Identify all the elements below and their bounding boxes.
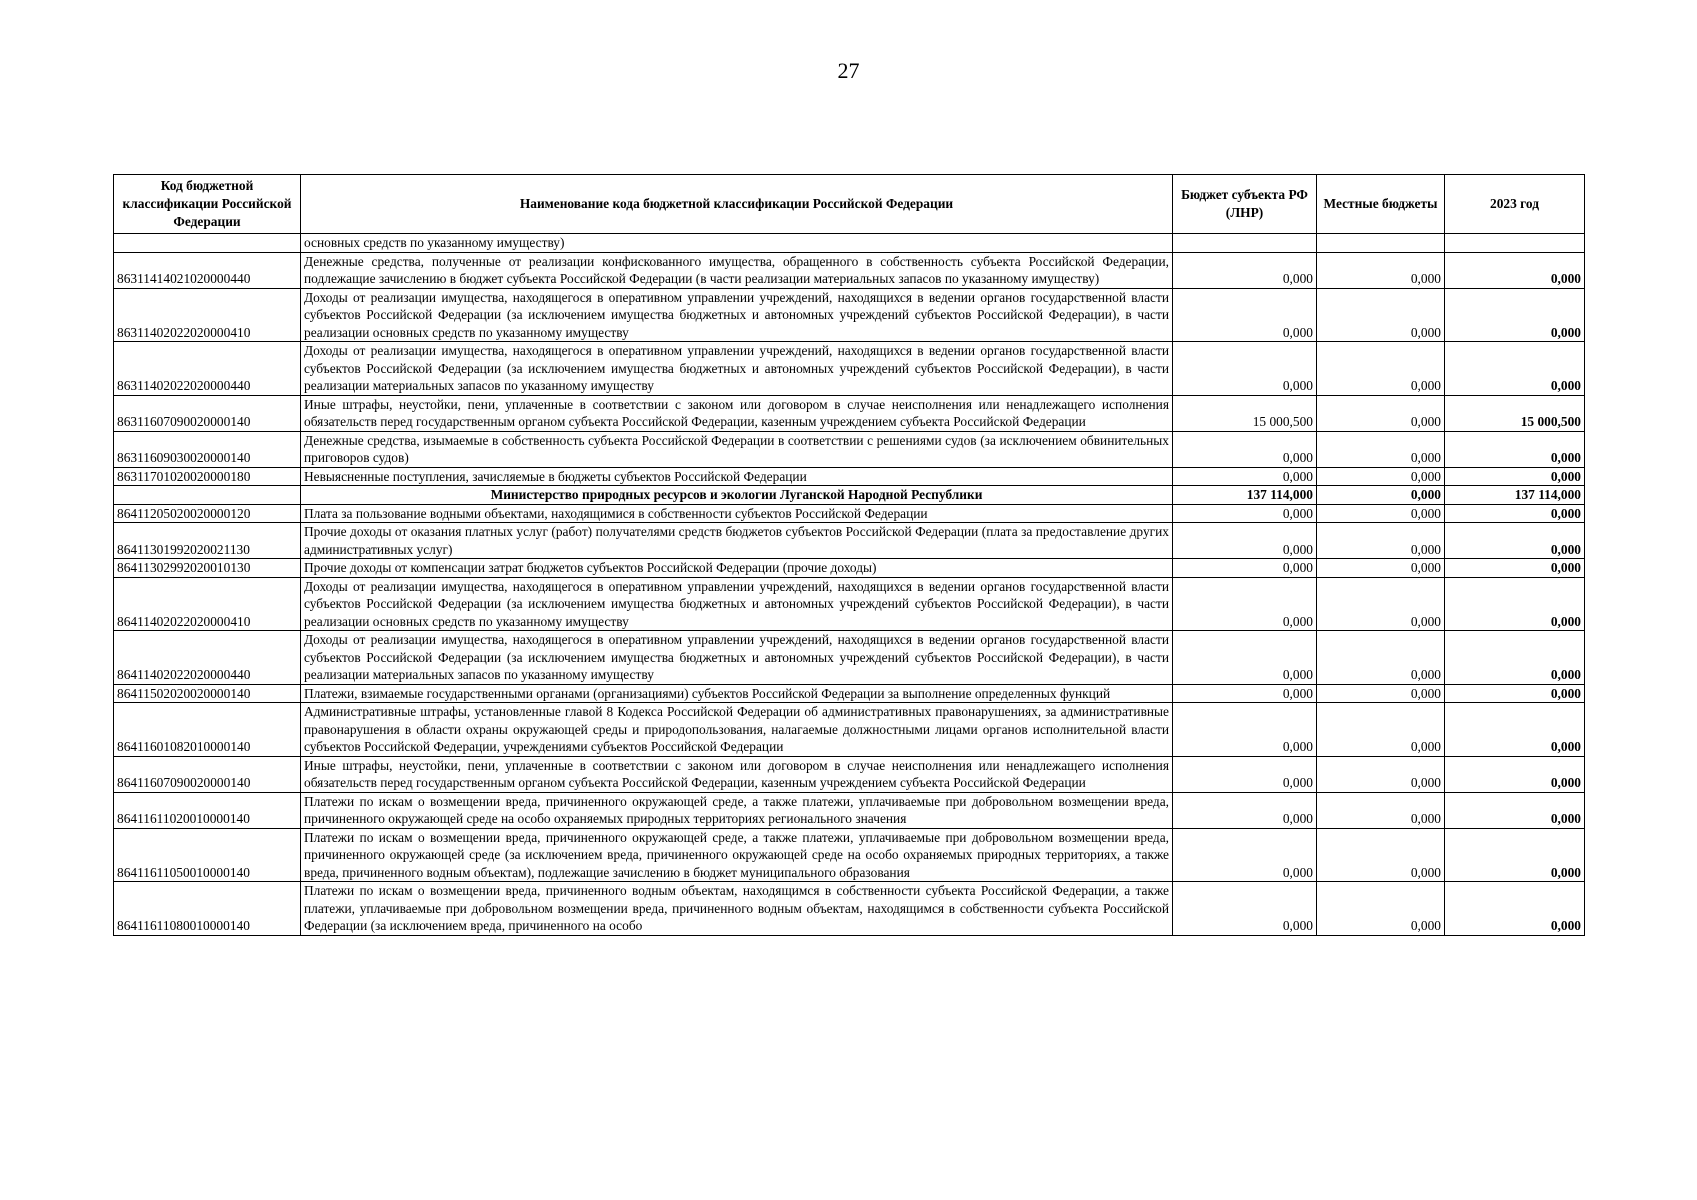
cell-name: Прочие доходы от оказания платных услуг (работ) получателями средств бюджетов субъектов Российской Федерации (плата за предоставление других административных услуг) xyxy=(301,523,1173,559)
cell-code: 86311414021020000440 xyxy=(114,252,301,288)
cell-name: основных средств по указанному имуществу) xyxy=(301,234,1173,253)
cell-name: Доходы от реализации имущества, находящегося в оперативном управлении учреждений, находящихся в ведении органов государственной власти субъектов Российской Федерации (за исключением имущества бюджетных и автономных учреждений субъектов Российской Федерации), в части реализации материальных запасов по указанному имуществу xyxy=(301,342,1173,396)
cell-regional-budget: 0,000 xyxy=(1173,631,1317,685)
cell-code: 86411402022020000410 xyxy=(114,577,301,631)
cell-local-budgets: 0,000 xyxy=(1317,288,1445,342)
table-row xyxy=(114,684,1585,703)
table-row xyxy=(114,828,1585,882)
cell-code: 86411302992020010130 xyxy=(114,559,301,578)
cell-local-budgets: 0,000 xyxy=(1317,684,1445,703)
cell-code: 86411611080010000140 xyxy=(114,882,301,936)
table-row xyxy=(114,234,1585,253)
cell-regional-budget: 0,000 xyxy=(1173,431,1317,467)
cell-name: Доходы от реализации имущества, находящегося в оперативном управлении учреждений, находящихся в ведении органов государственной власти субъектов Российской Федерации (за исключением имущества бюджетных и автономных учреждений субъектов Российской Федерации), в части реализации материальных запасов по указанному имуществу xyxy=(301,631,1173,685)
cell-year-2023: 0,000 xyxy=(1445,559,1585,578)
cell-name: Денежные средства, полученные от реализации конфискованного имущества, обращенного в собственность субъекта Российской Федерации, подлежащие зачислению в бюджет субъекта Российской Федерации (в части реализации материальных запасов по указанному имуществу) xyxy=(301,252,1173,288)
header-year-2023: 2023 год xyxy=(1445,175,1585,234)
cell-name: Невыясненные поступления, зачисляемые в бюджеты субъектов Российской Федерации xyxy=(301,467,1173,486)
cell-regional-budget: 0,000 xyxy=(1173,504,1317,523)
table-row xyxy=(114,288,1585,342)
cell-name: Платежи по искам о возмещении вреда, причиненного окружающей среде, а также платежи, уплачиваемые при добровольном возмещении вреда, причиненного окружающей среде (за исключением вреда, причиненного окружающей среде на особо охраняемых природных территориях, а также вреда, причиненного водным объектам), подлежащие зачислению в бюджет муниципального образования xyxy=(301,828,1173,882)
cell-name: Платежи, взимаемые государственными органами (организациями) субъектов Российской Федерации за выполнение определенных функций xyxy=(301,684,1173,703)
cell-regional-budget: 137 114,000 xyxy=(1173,486,1317,505)
cell-year-2023: 0,000 xyxy=(1445,467,1585,486)
cell-regional-budget: 0,000 xyxy=(1173,703,1317,757)
header-name: Наименование кода бюджетной классификации Российской Федерации xyxy=(301,175,1173,234)
cell-year-2023: 0,000 xyxy=(1445,684,1585,703)
cell-name: Административные штрафы, установленные главой 8 Кодекса Российской Федерации об административных правонарушениях, за административные правонарушения в области охраны окружающей среды и природопользования, налагаемые должностными лицами органов исполнительной власти субъектов Российской Федерации, учреждениями субъектов Российской Федерации xyxy=(301,703,1173,757)
header-code: Код бюджетной классификации Российской Федерации xyxy=(114,175,301,234)
cell-local-budgets: 0,000 xyxy=(1317,828,1445,882)
cell-local-budgets: 0,000 xyxy=(1317,431,1445,467)
cell-code xyxy=(114,234,301,253)
cell-local-budgets: 0,000 xyxy=(1317,504,1445,523)
cell-local-budgets xyxy=(1317,234,1445,253)
cell-regional-budget: 0,000 xyxy=(1173,342,1317,396)
cell-local-budgets: 0,000 xyxy=(1317,395,1445,431)
cell-year-2023: 0,000 xyxy=(1445,756,1585,792)
cell-code xyxy=(114,486,301,505)
cell-code: 86311701020020000180 xyxy=(114,467,301,486)
cell-code: 86311402022020000440 xyxy=(114,342,301,396)
cell-year-2023: 0,000 xyxy=(1445,577,1585,631)
cell-regional-budget: 0,000 xyxy=(1173,882,1317,936)
cell-year-2023 xyxy=(1445,234,1585,253)
cell-code: 86311607090020000140 xyxy=(114,395,301,431)
cell-year-2023: 0,000 xyxy=(1445,504,1585,523)
cell-regional-budget: 0,000 xyxy=(1173,756,1317,792)
cell-local-budgets: 0,000 xyxy=(1317,467,1445,486)
cell-year-2023: 0,000 xyxy=(1445,792,1585,828)
cell-year-2023: 0,000 xyxy=(1445,288,1585,342)
cell-regional-budget xyxy=(1173,234,1317,253)
cell-code: 86311609030020000140 xyxy=(114,431,301,467)
cell-local-budgets: 0,000 xyxy=(1317,523,1445,559)
cell-year-2023: 0,000 xyxy=(1445,703,1585,757)
cell-name: Иные штрафы, неустойки, пени, уплаченные в соответствии с законом или договором в случае неисполнения или ненадлежащего исполнения обязательств перед государственным органом субъекта Российской Федерации, казенным учреждением субъекта Российской Федерации xyxy=(301,395,1173,431)
cell-name: Министерство природных ресурсов и экологии Луганской Народной Республики xyxy=(301,486,1173,505)
cell-regional-budget: 0,000 xyxy=(1173,523,1317,559)
cell-year-2023: 0,000 xyxy=(1445,828,1585,882)
table-row xyxy=(114,792,1585,828)
table-row xyxy=(114,342,1585,396)
cell-year-2023: 15 000,500 xyxy=(1445,395,1585,431)
cell-local-budgets: 0,000 xyxy=(1317,486,1445,505)
table-row xyxy=(114,252,1585,288)
cell-local-budgets: 0,000 xyxy=(1317,631,1445,685)
table-row xyxy=(114,703,1585,757)
cell-name: Доходы от реализации имущества, находящегося в оперативном управлении учреждений, находящихся в ведении органов государственной власти субъектов Российской Федерации (за исключением имущества бюджетных и автономных учреждений субъектов Российской Федерации), в части реализации основных средств по указанному имуществу xyxy=(301,288,1173,342)
cell-year-2023: 0,000 xyxy=(1445,523,1585,559)
cell-regional-budget: 0,000 xyxy=(1173,684,1317,703)
cell-local-budgets: 0,000 xyxy=(1317,792,1445,828)
cell-year-2023: 0,000 xyxy=(1445,342,1585,396)
cell-code: 86411301992020021130 xyxy=(114,523,301,559)
cell-year-2023: 137 114,000 xyxy=(1445,486,1585,505)
table-header-row xyxy=(114,175,1585,234)
cell-code: 86411607090020000140 xyxy=(114,756,301,792)
cell-name: Доходы от реализации имущества, находящегося в оперативном управлении учреждений, находящихся в ведении органов государственной власти субъектов Российской Федерации (за исключением имущества бюджетных и автономных учреждений субъектов Российской Федерации), в части реализации основных средств по указанному имуществу xyxy=(301,577,1173,631)
cell-year-2023: 0,000 xyxy=(1445,631,1585,685)
cell-regional-budget: 15 000,500 xyxy=(1173,395,1317,431)
cell-year-2023: 0,000 xyxy=(1445,252,1585,288)
table-row xyxy=(114,523,1585,559)
cell-code: 86311402022020000410 xyxy=(114,288,301,342)
cell-code: 86411402022020000440 xyxy=(114,631,301,685)
table-row xyxy=(114,395,1585,431)
cell-regional-budget: 0,000 xyxy=(1173,559,1317,578)
cell-name: Платежи по искам о возмещении вреда, причиненного водным объектам, находящимся в собственности субъекта Российской Федерации, а также платежи, уплачиваемые при добровольном возмещении вреда, причиненного водным объектам, находящимся в собственности субъекта Российской Федерации (за исключением вреда, причиненного на особо xyxy=(301,882,1173,936)
cell-regional-budget: 0,000 xyxy=(1173,288,1317,342)
table-row xyxy=(114,431,1585,467)
cell-regional-budget: 0,000 xyxy=(1173,828,1317,882)
cell-code: 86411205020020000120 xyxy=(114,504,301,523)
table-body xyxy=(114,234,1585,936)
header-local-budgets: Местные бюджеты xyxy=(1317,175,1445,234)
cell-code: 86411611020010000140 xyxy=(114,792,301,828)
table-row xyxy=(114,631,1585,685)
table-row xyxy=(114,504,1585,523)
cell-name: Плата за пользование водными объектами, находящимися в собственности субъектов Российской Федерации xyxy=(301,504,1173,523)
table-row xyxy=(114,756,1585,792)
cell-code: 86411601082010000140 xyxy=(114,703,301,757)
cell-local-budgets: 0,000 xyxy=(1317,252,1445,288)
cell-regional-budget: 0,000 xyxy=(1173,252,1317,288)
cell-local-budgets: 0,000 xyxy=(1317,882,1445,936)
table-row xyxy=(114,882,1585,936)
cell-name: Прочие доходы от компенсации затрат бюджетов субъектов Российской Федерации (прочие доходы) xyxy=(301,559,1173,578)
cell-name: Иные штрафы, неустойки, пени, уплаченные в соответствии с законом или договором в случае неисполнения или ненадлежащего исполнения обязательств перед государственным органом субъекта Российской Федерации, казенным учреждением субъекта Российской Федерации xyxy=(301,756,1173,792)
cell-name: Денежные средства, изымаемые в собственность субъекта Российской Федерации в соответствии с решениями судов (за исключением обвинительных приговоров судов) xyxy=(301,431,1173,467)
cell-local-budgets: 0,000 xyxy=(1317,342,1445,396)
cell-regional-budget: 0,000 xyxy=(1173,577,1317,631)
cell-local-budgets: 0,000 xyxy=(1317,559,1445,578)
cell-regional-budget: 0,000 xyxy=(1173,792,1317,828)
cell-regional-budget: 0,000 xyxy=(1173,467,1317,486)
cell-year-2023: 0,000 xyxy=(1445,882,1585,936)
cell-year-2023: 0,000 xyxy=(1445,431,1585,467)
header-regional-budget: Бюджет субъекта РФ (ЛНР) xyxy=(1173,175,1317,234)
section-row xyxy=(114,486,1585,505)
budget-classification-table xyxy=(113,174,1585,936)
table-row xyxy=(114,577,1585,631)
table-row xyxy=(114,559,1585,578)
cell-local-budgets: 0,000 xyxy=(1317,577,1445,631)
table-row xyxy=(114,467,1585,486)
cell-local-budgets: 0,000 xyxy=(1317,756,1445,792)
cell-local-budgets: 0,000 xyxy=(1317,703,1445,757)
cell-code: 86411611050010000140 xyxy=(114,828,301,882)
cell-code: 86411502020020000140 xyxy=(114,684,301,703)
cell-name: Платежи по искам о возмещении вреда, причиненного окружающей среде, а также платежи, уплачиваемые при добровольном возмещении вреда, причиненного окружающей среде на особо охраняемых природных территориях регионального значения xyxy=(301,792,1173,828)
page-number: 27 xyxy=(837,58,860,83)
